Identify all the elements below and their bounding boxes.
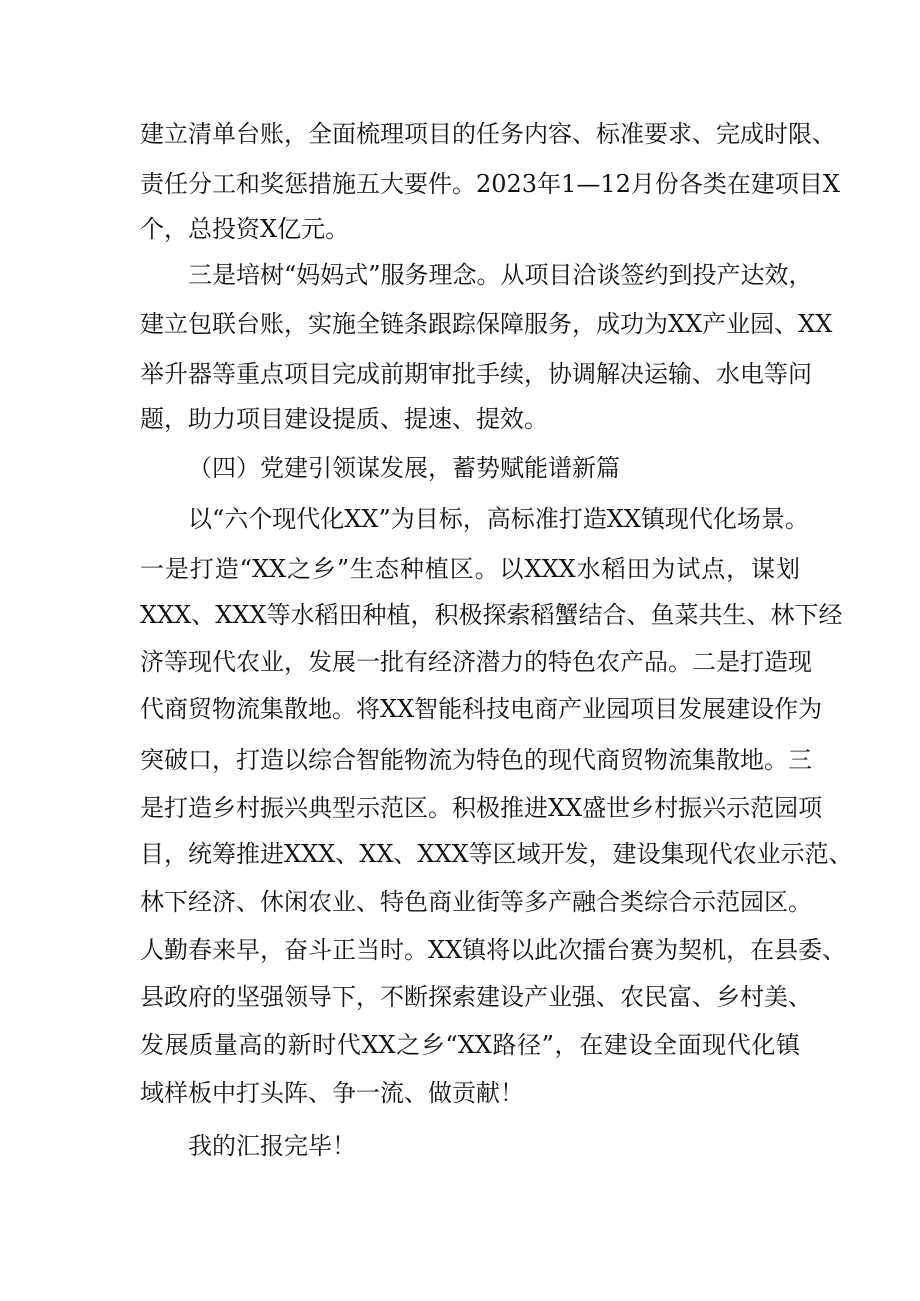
paragraph-line: 个，总投资X亿元。 bbox=[140, 215, 350, 243]
paragraph-line: 林下经济、休闲农业、特色商业街等多产融合类综合示范园区。 bbox=[140, 888, 812, 916]
paragraph-line: 举升器等重点项目完成前期审批手续，协调解决运输、水电等问 bbox=[140, 360, 812, 388]
paragraph-line: XXX、XXX等水稻田种植，积极探索稻蟹结合、鱼菜共生、林下经 bbox=[140, 601, 843, 629]
paragraph-line: 代商贸物流集散地。将XX智能科技电商产业园项目发展建设作为 bbox=[140, 695, 823, 723]
paragraph-line: 建立清单台账，全面梳理项目的任务内容、标准要求、完成时限、 bbox=[140, 120, 836, 148]
paragraph-line: 目，统筹推进XXX、XX、XXX等区域开发，建设集现代农业示范、 bbox=[140, 840, 853, 868]
closing-line: 我的汇报完毕！ bbox=[188, 1132, 356, 1160]
paragraph-line: 以“六个现代化XX”为目标，高标准打造XX镇现代化场景。 bbox=[188, 505, 809, 533]
paragraph-line: 济等现代农业，发展一批有经济潜力的特色农产品。二是打造现 bbox=[140, 648, 812, 676]
paragraph-line: 题，助力项目建设提质、提速、提效。 bbox=[140, 405, 548, 433]
paragraph-line: 是打造乡村振兴典型示范区。积极推进XX盛世乡村振兴示范园项 bbox=[140, 794, 823, 822]
paragraph-line: 县政府的坚强领导下，不断探索建设产业强、农民富、乡村美、 bbox=[140, 983, 812, 1011]
paragraph-line: 三是培树“妈妈式”服务理念。从项目洽谈签约到投产达效， bbox=[188, 261, 813, 289]
paragraph-line: 突破口，打造以综合智能物流为特色的现代商贸物流集散地。三 bbox=[140, 746, 812, 774]
paragraph-line: 发展质量高的新时代XX之乡“XX路径”，在建设全面现代化镇 bbox=[140, 1031, 800, 1059]
paragraph-line: 人勤春来早，奋斗正当时。XX镇将以此次擂台赛为契机，在县委、 bbox=[140, 936, 847, 964]
section-heading: （四）党建引领谋发展，蓄势赋能谱新篇 bbox=[188, 454, 620, 482]
paragraph-line: 建立包联台账，实施全链条跟踪保障服务，成功为XX产业园、XX bbox=[140, 310, 833, 338]
paragraph-line: 一是打造“XX之乡”生态种植区。以XXX水稻田为试点，谋划 bbox=[140, 555, 800, 583]
paragraph-line: 域样板中打头阵、争一流、做贡献！ bbox=[140, 1079, 524, 1107]
paragraph-line: 责任分工和奖惩措施五大要件。2023年1—12月份各类在建项目X bbox=[140, 170, 840, 198]
